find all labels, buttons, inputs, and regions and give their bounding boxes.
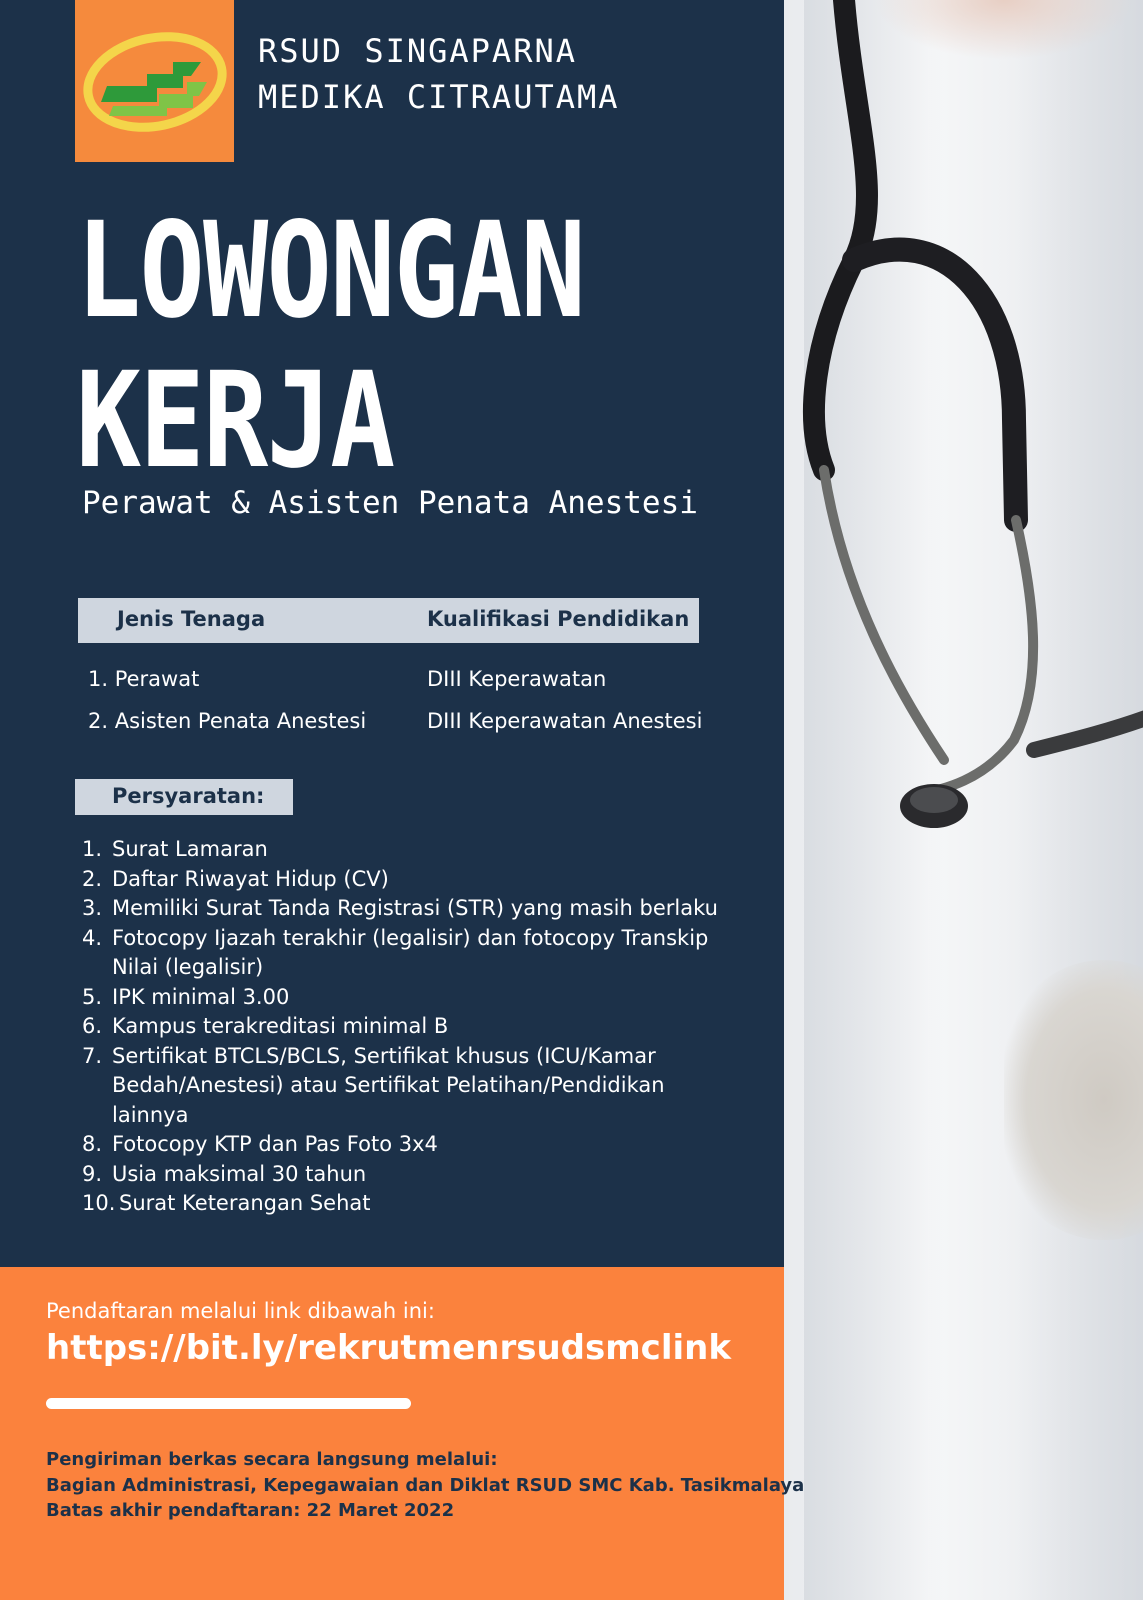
list-item: [82, 865, 722, 895]
header-role: Jenis Tenaga: [117, 607, 266, 631]
logo-box: [75, 0, 234, 162]
item-text: Kampus terakreditasi minimal B: [112, 1014, 449, 1038]
title-line-2: KERJA: [76, 344, 394, 498]
item-number: 10.: [82, 1191, 116, 1215]
registration-info: [46, 1447, 804, 1524]
item-text: Memiliki Surat Tanda Registrasi (STR) yang masih berlaku: [112, 896, 718, 920]
item-number: 9.: [82, 1161, 103, 1186]
registration-link[interactable]: https://bit.ly/rekrutmenrsudsmclink: [46, 1328, 731, 1368]
registration-lead: Pendaftaran melalui link dibawah ini:: [46, 1299, 435, 1323]
footer-divider: [46, 1398, 411, 1409]
info-line-2: Bagian Administrasi, Kepegawaian dan Diklat RSUD SMC Kab. Tasikmalaya: [46, 1474, 805, 1496]
page-title: [76, 196, 696, 496]
list-item: [82, 1012, 722, 1042]
item-number: 7.: [82, 1043, 103, 1068]
item-text: Surat Lamaran: [112, 837, 268, 861]
list-item: [82, 1160, 722, 1190]
positions-table-header: [78, 598, 699, 643]
registration-footer: [0, 1267, 805, 1600]
stethoscope-icon: [784, 0, 1143, 1600]
position-education-1: DIII Keperawatan: [427, 667, 607, 691]
position-role-1: 1. Perawat: [88, 667, 200, 691]
item-text: Daftar Riwayat Hidup (CV): [112, 866, 389, 891]
info-line-3: Batas akhir pendaftaran: 22 Maret 2022: [46, 1500, 455, 1521]
item-text: IPK minimal 3.00: [112, 984, 290, 1009]
title-line-1: LOWONGAN: [76, 194, 585, 348]
page-subtitle: Perawat & Asisten Penata Anestesi: [82, 485, 698, 521]
list-item: [82, 894, 722, 924]
item-text: Usia maksimal 30 tahun: [112, 1161, 367, 1186]
item-number: 3.: [82, 896, 103, 920]
item-text: Sertifikat BTCLS/BCLS, Sertifikat khusus (ICU/Kamar Bedah/Anestesi) atau Sertifikat Pelatihan/Pendidikan lainnya: [112, 1043, 665, 1127]
requirements-list: [82, 835, 722, 1219]
info-line-1: Pengiriman berkas secara langsung melalui:: [46, 1449, 498, 1470]
item-text: Surat Keterangan Sehat: [119, 1191, 371, 1215]
requirements-heading: [75, 779, 293, 815]
item-text: Fotocopy Ijazah terakhir (legalisir) dan fotocopy Transkip Nilai (legalisir): [112, 925, 709, 979]
header-education: Kualifikasi Pendidikan: [427, 607, 690, 631]
position-role-2: 2. Asisten Penata Anestesi: [88, 709, 367, 733]
position-education-2: DIII Keperawatan Anestesi: [427, 709, 703, 733]
list-item: [82, 1189, 722, 1219]
requirements-heading-label: Persyaratan:: [112, 784, 265, 808]
list-item: [82, 1042, 722, 1131]
doctor-stethoscope-photo: [784, 0, 1143, 1600]
item-number: 5.: [82, 984, 103, 1009]
org-line-2: MEDIKA CITRAUTAMA: [258, 78, 620, 116]
item-number: 8.: [82, 1132, 103, 1156]
org-line-1: RSUD SINGAPARNA: [258, 32, 577, 70]
list-item: [82, 924, 722, 983]
item-number: 2.: [82, 866, 103, 891]
item-text: Fotocopy KTP dan Pas Foto 3x4: [112, 1132, 438, 1156]
list-item: [82, 835, 722, 865]
item-number: 6.: [82, 1014, 103, 1038]
item-number: 1.: [82, 837, 103, 861]
list-item: [82, 983, 722, 1013]
item-number: 4.: [82, 925, 103, 950]
hospital-logo-icon: [83, 20, 227, 144]
list-item: [82, 1130, 722, 1160]
organization-name: [258, 28, 620, 120]
